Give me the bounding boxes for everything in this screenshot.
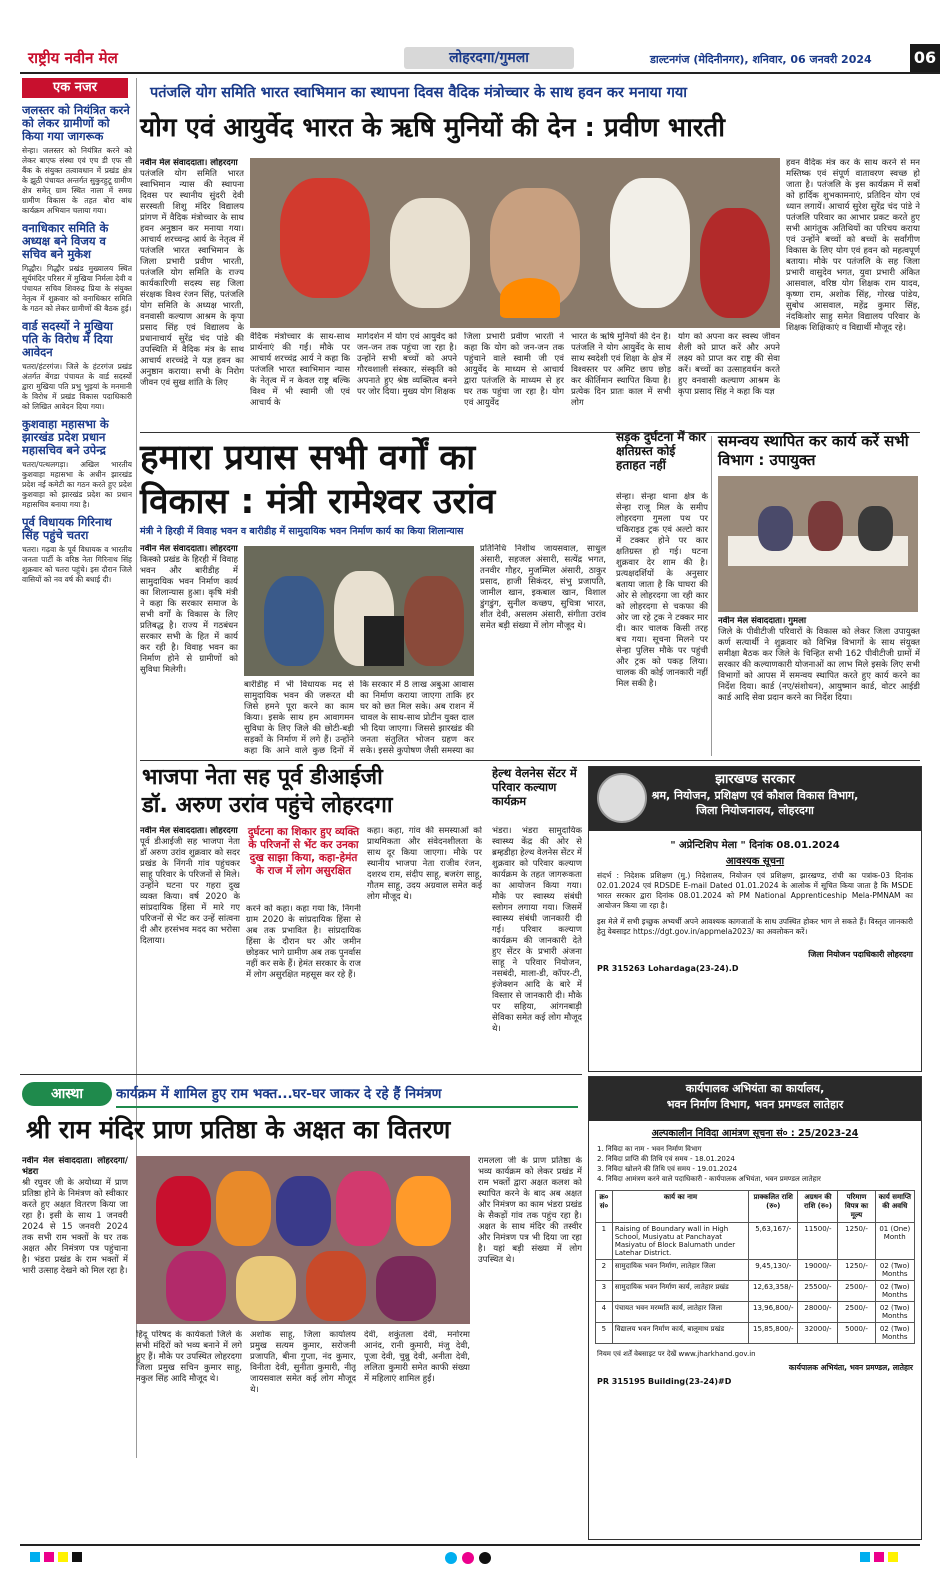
table-cell: 5,63,167/- — [749, 1223, 798, 1260]
ad-apprenticeship-mela — [588, 766, 922, 1072]
story4-col — [718, 616, 920, 756]
story7-headline: श्री राम मंदिर प्राण प्रतिष्ठा के अक्षत का वितरण — [26, 1115, 451, 1144]
story2-headline-line1: हमारा प्रयास सभी वर्गों का — [140, 438, 476, 478]
story2-photo-foundation-stone — [244, 546, 474, 676]
ad-body: इस मेले में सभी इच्छुक अभ्यर्थी अपने आवश्यक कागजातों के साथ उपस्थित होकर भाग ले सकते हैं। विस्तृत जानकारी हेतु वेबसाइट https://dgt.gov.in/appmela2023/ का अवलोकन करें। — [597, 917, 913, 936]
story2-col1 — [140, 544, 238, 754]
table-cell: 19000/- — [798, 1260, 838, 1281]
tender-title: अल्पकालीन निविदा आमंत्रण सूचना सं० : 25/2023-24 — [651, 1128, 859, 1139]
sidebar-item-body: चतरा/पत्थलगड़ा। अखिल भारतीय कुशवाहा महासभा के अधीन झारखंड प्रदेश नई कमेटी का गठन करते हुए प्रदेश कुशवाहा को झारखंड प्रदेश का प्रधान महासचिव बनाया गया है। — [22, 460, 132, 509]
table-cell: सामुदायिक भवन निर्माण, लातेहार जिला — [612, 1260, 748, 1281]
page-bottom-rule — [20, 1544, 920, 1546]
tender-point: 3. निविदा खोलने की तिथि एवं समय - 19.01.2024 — [597, 1165, 738, 1173]
ad-tender-notice — [588, 1076, 922, 1540]
ad-head2: भवन निर्माण विभाग, भवन प्रमण्डल लातेहार — [666, 1098, 844, 1111]
table-row — [596, 1302, 915, 1323]
byline: नवीन मेल संवाददाता। लोहरदगा — [140, 826, 238, 836]
story1-col-right: हवन वैदिक मंत्र कर के साथ करने से मन मस्तिष्क एवं संपूर्ण वातावरण स्वच्छ हो जाता है। पतंजलि के इस कार्यक्रम में सबों को हार्दिक शुभकामनाएं, प्रतिदिन योग एवं ध्यान लगायें। आचार्य सुरेश सुरेंद्र चंद पांडे ने पतंजलि परिवार का आभार प्रकट करते हुए सभी आगंतुक अतिथियों का परिचय कराया एवं उन्होंने बच्चों को बच्चों के सर्वांगीण विकास के लिए योग एवं हवन को महत्वपूर्ण बताया। मौके पर पतंजलि के सह जिला प्रभारी वासुदेव भगत, युवा प्रभारी अंकित आसवाल, वरिष्ठ योग शिक्षक राम यादव, कृष्णा राम, अशोक सिंह, गोरख पांडेय, सुबोध आसवाल, महेंद्र कुमार सिंह, नंदकिशोर साहु समेत विद्यालय परिवार के शिक्षक शिक्षिकाएं व विद्यार्थी मौजूद रहे। — [786, 158, 920, 333]
table-cell: 1250/- — [838, 1260, 875, 1281]
table-header-row — [596, 1191, 915, 1223]
jharkhand-emblem-icon — [597, 773, 647, 823]
story7-body-text: श्री रघुवर जी के अयोध्या में प्राण प्रतिष्ठा होने के निमंत्रण को स्वीकार करते हुए अक्षत वितरण किया जा रहा है। इसी के साथ 1 जनवरी 2024 से 15 जनवरी 2024 तक सभी राम भक्तों के घर तक अक्षत और निमंत्रण पत्र पहुंचाना है। भंडरा प्रखंड के राम भक्तों में भारी उत्साह देखने को मिल रहा है। — [22, 1178, 128, 1276]
story4-body-text: जिले के पीवीटीजी परिवारों के विकास को लेकर जिला उपायुक्त कर्ण सत्यार्थी ने शुक्रवार को विभिन्न विभागों के साथ संयुक्त समीक्षा बैठक कर जिले के चिन्हित सभी 162 पीवीटीजी ग्रामों में सरकार की कल्याणकारी योजनाओं का लाभ मिले इसके लिए सभी विभागों को आपस में समन्वय स्थापित करते हुए कार्य करने का निर्देश दिया। कार्ड (नए/संशोधन), आयुष्मान कार्ड, वोटर आईडी कार्ड आदि सेवा प्रदान करने का निर्देश दिया। — [718, 627, 920, 703]
ad-header — [589, 1077, 921, 1121]
registration-dot-black — [479, 1552, 491, 1564]
table-cell: विद्यालय भवन निर्माण कार्य, बालूमाथ प्रखंड — [612, 1323, 748, 1344]
table-row — [596, 1223, 915, 1260]
story7-tag: आस्था — [22, 1082, 112, 1106]
table-cell: 12,63,358/- — [749, 1281, 798, 1302]
ad-pr-number: PR 315195 Building(23-24)#D — [597, 1377, 732, 1386]
table-header-cell: प्राक्कलित राशि (रु०) — [749, 1191, 798, 1223]
story5-col1 — [140, 826, 240, 1066]
story2-headline-line2: विकास : मंत्री रामेश्वर उरांव — [140, 482, 496, 522]
registration-mark-magenta — [44, 1552, 54, 1562]
table-cell: 2500/- — [838, 1302, 875, 1323]
story1-under-photo-col: मार्गदर्शन में योग एवं आयुर्वेद को जन-जन तक पहुंचा जा रहा है। उन्होंने सभी बच्चों को अपने गौरवशाली संस्कार, संस्कृति को अपनाते हुए श्रेष्ठ व्यक्तित्व बनने पर जोर दिया। मुख्य योग शिक्षक — [357, 332, 457, 397]
table-cell: 4 — [596, 1302, 613, 1323]
story5-body-text: पूर्व डीआईजी सह भाजपा नेता डॉ अरुण उरांव शुक्रवार को सदर प्रखंड के निंगनी गांव पहुंचकर साहू परिवार के परिजनों से मिले। उन्होंने घटना पर गहरा दुख व्यक्त किया। वर्ष 2020 के सांप्रदायिक हिंसा में मारे गए परिजनों से भेंट कर उन्हें सांत्वना दी और हरसंभव मदद का भरोसा दिलाया। — [140, 837, 240, 946]
table-header-cell: अग्रधन की राशि (रु०) — [798, 1191, 838, 1223]
story7-under-photo-col: देवी, शकुंतला देवी, मनोरमा आनंद, रानी कुमारी, मंजु देवी, पूजा देवी, चुन्नु देवी, अनीता देवी, ललिता कुमारी समेत काफी संख्या में महिलाएं शामिल हुईं। — [364, 1330, 470, 1384]
story2-body-text: किस्को प्रखंड के हिरही में विवाह भवन और बारीडीह में सामुदायिक भवन निर्माण कार्य का शिलान्यास हुआ। कृषि मंत्री ने कहा कि सरकार समाज के सभी वर्गों के विकास के लिए प्रतिबद्ध है। राज्य में गठबंधन सरकार सभी के हित में कार्य कर रही है। विवाह भवन का निर्माण होने से ग्रामीणों को सुविधा मिलेगी। — [140, 555, 238, 675]
ad-signatory: जिला नियोजन पदाधिकारी लोहरदगा — [808, 950, 913, 959]
story2-col4: प्रतिनिधि निशीथ जायसवाल, साधुल अंसारी, सहजल अंसारी, सत्येंद्र भगत, तनवीर गौहर, मुजम्मिल अंसारी, ठाकुर प्रसाद, हाजी सिकंदर, संभु प्रजापति, जामील खान, इकबाल खान, विशाल डुंगडुंग, सुनील कच्छप, सुचित्रा भारत, शीत देवी, असलम अंसारी, संगीता उरांव समेत बड़ी संख्या में लोग मौजूद थे। — [480, 544, 606, 631]
byline: नवीन मेल संवाददाता। गुमला — [718, 616, 807, 626]
sidebar-item-headline: जलस्तर को नियंत्रित करने को लेकर ग्रामीणों को किया गया जागरूक — [22, 103, 130, 143]
table-cell: 28000/- — [798, 1302, 838, 1323]
tender-footer: नियम एवं शर्तें वेबसाइट पर देखें www.jharkhand.gov.in — [597, 1350, 756, 1358]
story1-col-left — [140, 158, 244, 428]
story1-under-photo-col: भारत के ऋषि मुनियों की देन है। पतंजलि ने योग आयुर्वेद के साथ साथ स्वदेशी एवं शिक्षा के क्षेत्र में विश्वस्तर पर अमिट छाप छोड़ कर कीर्तिमान स्थापित किया है। प्रत्येक दिन प्रातः काल में सभी लोग — [571, 332, 671, 408]
table-cell: 32000/- — [798, 1323, 838, 1344]
tender-points — [589, 1144, 921, 1184]
table-cell: 01 (One) Month — [875, 1223, 914, 1260]
table-cell: 02 (Two) Months — [875, 1281, 914, 1302]
sidebar-item-headline: वार्ड सदस्यों ने मुखिया पति के विरोध में दिया आवेदन — [22, 319, 113, 359]
section-divider — [20, 1074, 582, 1075]
sidebar-item-body: सेन्हा। जलस्तर को नियंत्रित करने को लेकर बाएफ संस्था एवं एच डी एफ सी बैंक के संयुक्त तत्वावधान में प्रखंड क्षेत्र के झूठी पंचायत अन्तर्गत सुकुरहुटू ग्रामीण क्षेत्र समेत् ग्राम स्थित नाला में समग्र ग्रामीण विकास के तहत बोरा बांध कार्यक्रम अभियान चलाया गया। — [22, 146, 132, 215]
story4-meeting-photo — [718, 476, 918, 612]
tender-signatory: कार्यपालक अभियंता, भवन प्रमण्डल, लातेहार — [788, 1363, 913, 1372]
table-cell: 5000/- — [838, 1323, 875, 1344]
story6-headline: हेल्थ वेलनेस सेंटर में परिवार कल्याण कार्यक्रम — [492, 766, 577, 808]
table-row — [596, 1323, 915, 1344]
registration-mark-magenta-right — [874, 1552, 884, 1562]
registration-dot-cyan — [445, 1552, 457, 1564]
table-cell: 25500/- — [798, 1281, 838, 1302]
table-cell: 02 (Two) Months — [875, 1260, 914, 1281]
table-cell: 02 (Two) Months — [875, 1302, 914, 1323]
story1-body-text: पतंजलि योग समिति भारत स्वाभिमान न्यास की स्थापना दिवस पर स्थानीय सुंदरी देवी सरस्वती शिशु मंदिर विद्यालय प्रांगण में वैदिक मंत्रोच्चार के साथ हवन अनुष्ठान कर मनाया गया। आचार्य शरच्चन्द्र आर्य के नेतृत्व में पतंजलि भारत स्वाभिमान के जिला प्रभारी प्रवीण भारती, पतंजलि योग समिति के राज्य कार्यकारिणी सदस्य सह जिला संरक्षक विश्व रंजन सिंह, पतंजलि योग समिति के अध्यक्ष भारती, वनवासी कल्याण आश्रम के कृपा प्रसाद सिंह एवं विद्यालय के प्रधानाचार्य सुरेंद्र चंद पांडे की उपस्थिति में वैदिक मंत्र के साथ आचार्य शरच्चंद्रे ने यज्ञ हवन का अनुष्ठान कराया। सभी के निरोग जीवन एवं सुख शांति के लिए — [140, 169, 244, 388]
story7-col-right: रामलला जी के प्राण प्रतिष्ठा के भव्य कार्यक्रम को लेकर प्रखंड में राम भक्तों द्वारा अक्षत कलश को स्थापित करने के बाद अब अक्षत और निमंत्रण का काम भंडरा प्रखंड के सैकड़ों गांव तक पहुंच रहा है। अक्षत के साथ मंदिर की तस्वीर और निमंत्रण पत्र भी दिया जा रहा है। यहां बड़ी संख्या में लोग उपस्थित थे। — [478, 1156, 582, 1265]
table-header-cell: परिमाण विपत्र का मूल्य — [838, 1191, 875, 1223]
ad-event: " अप्रेन्टिशिप मेला " दिनांक 08.01.2024 — [670, 840, 840, 851]
dateline: डाल्टनगंज (मेदिनीनगर), शनिवार, 06 जनवरी 2024 — [650, 53, 872, 66]
table-cell: 2 — [596, 1260, 613, 1281]
story5-headline-line1: भाजपा नेता सह पूर्व डीआईजी — [142, 765, 383, 790]
sidebar-item-headline: कुशवाहा महासभा के झारखंड प्रदेश प्रधान महासचिव बने उपेन्द्र — [22, 417, 109, 457]
ad-header — [589, 767, 921, 831]
table-cell: 2500/- — [838, 1281, 875, 1302]
story7-col1 — [22, 1156, 128, 1536]
ad-notice: आवश्यक सूचना — [725, 856, 785, 867]
registration-dot-magenta — [462, 1552, 474, 1564]
ad-line2: श्रम, नियोजन, प्रशिक्षण एवं कौशल विकास विभाग, — [651, 789, 859, 802]
story2-col3: कि सरकार में 8 लाख अबुआ आवास का निर्माण कराया जाएगा ताकि हर घर को छत मिल सके। अब राशन में चावल के साथ-साथ प्रोटीन युक्त दाल भी दिया जाएगा। जिससे झारखंड की जनता संतुलित भोजन ग्रहण कर सके। इससे कुपोषण जैसी समस्या का — [360, 680, 474, 756]
page-number: 06 — [910, 44, 940, 72]
sidebar-item-body: चतरा/हंटरगंज। जिले के हंटरगंज प्रखंड अंतर्गत बेंगडा पंचायत के वार्ड सदस्यों द्वारा मुखिया पति प्रभु भुइयां के मनमानी के विरोध में प्रखंड विकास पदाधिकारी को लिखित आवेदन दिया गया। — [22, 362, 132, 411]
story2-col2: बारीडीह में भी विधायक मद से सामुदायिक भवन की जरूरत थी जिसे हमने पूरा करने का काम किया। इसके साथ हम आवागमन सुविधा के लिए जिले की छोटी-बड़ी सड़कों के निर्माण में लगे हैं। उन्होंने कहा कि आने वाले कुछ दिनों में — [244, 680, 354, 756]
byline: नवीन मेल संवाददाता। लोहरदगा/भंडरा — [22, 1156, 128, 1177]
sidebar-item-body: चतरा। गढ़वा के पूर्व विधायक व भारतीय जनता पार्टी के वरिष्ठ नेता गिरिनाथ सिंह शुक्रवार को चतरा पहुंचे। इस दौरान जिले वासियों को नव वर्ष की बधाई दी। — [22, 545, 132, 584]
story1-kicker: पतंजलि योग समिति भारत स्वाभिमान का स्थापना दिवस वैदिक मंत्रोच्चार के साथ हवन कर मनाया गया — [150, 85, 688, 101]
table-header-cell: क्र० सं० — [596, 1191, 613, 1223]
table-cell: 15,85,800/- — [749, 1323, 798, 1344]
table-row — [596, 1281, 915, 1302]
section-label: लोहरदगा/गुमला — [404, 47, 574, 69]
ad-body: संदर्भ : निदेशक प्रशिक्षण (मु.) निदेशालय, नियोजन एवं प्रशिक्षण, झारखण्ड, रांची का पत्रांक-03 दिनांक 02.01.2024 एवं RDSDE E-mail Dated 01.01.2024 के आलोक में सूचित किया जाता है कि MSDE भारत सरकार द्वारा दिनांक 08.01.2024 को PM National Apprenticeship Mela-PMNAM का आयोजन किया जा रहा है। — [597, 871, 913, 910]
story7-kicker: कार्यक्रम में शामिल हुए राम भक्त...घर-घर जाकर दे रहे हैं निमंत्रण — [116, 1082, 578, 1108]
sidebar-item-body: गिद्धौर। गिद्धौर प्रखंड मुख्यालय स्थित सूर्यमंदिर परिसर में मुखिया निर्मला देवी व पंचायत सचिव शिवरुद्र प्रिया के संयुक्त नेतृत्व में शुक्रवार को वनाधिकार समिति के गठन को लेकर ग्रामीणों की बैठक हुई। — [22, 264, 132, 313]
sidebar-tag: एक नजर — [22, 78, 128, 98]
table-cell: 1250/- — [838, 1223, 875, 1260]
tender-point: 1. निविदा का नाम - भवन निर्माण विभाग — [597, 1145, 702, 1153]
story1-under-photo-col: जिला प्रभारी प्रवीण भारती ने कहा कि योग को जन-जन तक पहुंचाने वाले स्वामी जी एवं आयुर्वेद के माध्यम से आचार्य द्वारा पतंजलि के माध्यम से हर घर तक पहुंचा जा रहा है। योग एवं आयुर्वेद — [464, 332, 564, 408]
table-cell: 02 (Two) Months — [875, 1323, 914, 1344]
sidebar-item-headline: वनाधिकार समिति के अध्यक्ष बने विजय व सचिव बने मुकेश — [22, 221, 109, 261]
story6-body: भंडरा। भंडरा सामुदायिक स्वास्थ्य केंद्र की ओर से ब्रम्हडीहा हेल्थ वेलनेस सेंटर में शुक्रवार को परिवार कल्याण कार्यक्रम के तहत जागरूकता का आयोजन किया गया। मौके पर स्वास्थ्य संबंधी स्लोगन लगाया गया। जिसमें स्वास्थ्य संबंधी जानकारी दी गई। परिवार कल्याण कार्यक्रम की जानकारी देते हुए सेंटर के प्रभारी अंजना साहू ने परिवार नियोजन, नसबंदी, माला-डी, कॉपर-टी, इंजेक्शन आदि के बारे में विस्तार से जानकारी दी। मौके पर सहिया, आंगनबाड़ी सेविका समेत कई लोग मौजूद थे। — [492, 826, 582, 1034]
column-divider — [711, 436, 712, 756]
story7-under-photo-col: अशोक साहू, जिला कार्यालय प्रमुख सत्यम कुमार, सरोजनी प्रजापति, बीना गुप्ता, नंद कुमार, विनीता देवी, सुनीता कुमारी, नीतू जायसवाल समेत कई लोग मौजूद थे। — [250, 1330, 356, 1395]
table-cell: सामुदायिक भवन निर्माण कार्य, लातेहार प्रखंड — [612, 1281, 748, 1302]
story5-col2: करने को कहा। कहा गया कि, निंगनी ग्राम 2020 के सांप्रदायिक हिंसा से अब तक प्रभावित है। सांप्रदायिक हिंसा के दौरान घर और जमीन छोड़कर भागे ग्रामीण अब तक पुनर्वास नहीं कर सके हैं। हेमंत सरकार के राज में लोग असुरक्षित महसूस कर रहे हैं। — [246, 904, 361, 980]
story1-under-photo-col: योग को अपना कर स्वस्थ जीवन शैली को प्राप्त करें और अपने लक्ष्य को प्राप्त कर राष्ट्र की सेवा करें। बच्चों का उत्साहवर्धन करते हुए वनवासी कल्याण आश्रम के कृपा प्रसाद सिंह ने कहा कि यज्ञ — [678, 332, 780, 397]
table-header-cell: कार्य का नाम — [612, 1191, 748, 1223]
story3-headline: सड़क दुर्घटना में कार क्षतिग्रस्त कोई हताहत नहीं — [616, 430, 706, 472]
table-header-cell: कार्य समाप्ति की अवधि — [875, 1191, 914, 1223]
registration-mark-yellow-right — [888, 1552, 898, 1562]
tender-table — [595, 1190, 915, 1344]
tender-table-wrap — [589, 1184, 921, 1344]
section-divider — [140, 760, 920, 761]
story7-photo-group — [136, 1156, 470, 1324]
story5-headline-line2: डॉ. अरुण उरांव पहुंचे लोहरदगा — [142, 793, 393, 818]
table-cell: 3 — [596, 1281, 613, 1302]
ad-head1: कार्यपालक अभियंता का कार्यालय, — [685, 1082, 825, 1095]
ad-pr-number: PR 315263 Lohardaga(23-24).D — [597, 964, 739, 973]
table-cell: Raising of Boundary wall in High School, Musiyatu at Panchayat Masiyatu of Block Balumath under Latehar District. — [612, 1223, 748, 1260]
byline: नवीन मेल संवाददाता। लोहरदगा — [140, 158, 238, 168]
registration-mark-cyan-right — [860, 1552, 870, 1562]
ad-line3: जिला नियोजनालय, लोहरदगा — [696, 804, 814, 817]
story5-col3: कहा। कहा, गांव की समस्याओं को प्राथमिकता और संवेदनशीलता के साथ दूर किया जाएगा। मौके पर स्थानीय भाजपा नेता राजीव रंजन, दशरथ राम, संदीप साहू, बजरंग साहू, गौतम साहू, उदय अग्रवाल समेत कई लोग मौजूद थे। — [367, 826, 482, 902]
table-row — [596, 1260, 915, 1281]
table-cell: 11500/- — [798, 1223, 838, 1260]
table-cell: 1 — [596, 1223, 613, 1260]
story5-headline — [142, 764, 487, 820]
table-cell: 13,96,800/- — [749, 1302, 798, 1323]
registration-mark-yellow — [58, 1552, 68, 1562]
masthead — [20, 44, 940, 74]
byline: नवीन मेल संवाददाता। लोहरदगा — [140, 544, 238, 554]
story2-headline — [140, 436, 610, 524]
story3-body: सेन्हा। सेन्हा थाना क्षेत्र के सेन्हा राजू मिल के समीप लोहरदगा गुमला पथ पर चकिराइड ट्रक एवं अल्टो कार में टक्कर होने पर कार क्षतिग्रस्त हो गई। घटना शुक्रवार देर शाम की है। प्रत्यक्षदर्शियों के अनुसार बताया जाता है कि घाघरा की ओर से लोहरदगा जा रही कार को लोहरदगा से चकफा की ओर जा रहे ट्रक ने टक्कर मार दी। कार चालक किसी तरह बच गया। सूचना मिलने पर सेन्हा पुलिस मौके पर पहुंची और ट्रक को पकड़ लिया। चालक की कोई जानकारी नहीं मिल सकी है। — [616, 492, 708, 689]
story1-havan-photo — [250, 158, 780, 328]
registration-mark-cyan — [30, 1552, 40, 1562]
sidebar-item-headline: पूर्व विधायक गिरिनाथ सिंह पहुंचे चतरा — [22, 515, 112, 542]
story4-headline: समन्वय स्थापित कर कार्य करें सभी विभाग : उपायुक्त — [718, 432, 909, 469]
story5-subhead: दुर्घटना का शिकार हुए व्यक्ति के परिजनों से भेंट कर उनका दुख साझा किया, कहा-हेमंत के राज में लोग असुरक्षित — [247, 826, 360, 877]
table-cell: 9,45,130/- — [749, 1260, 798, 1281]
tender-point: 4. निविदा आमंत्रण करने वाले पदाधिकारी - कार्यपालक अभियंता, भवन प्रमण्डल लातेहार — [597, 1175, 821, 1183]
registration-mark-black — [72, 1552, 82, 1562]
ad-line1: झारखण्ड सरकार — [715, 772, 795, 787]
story1-under-photo-col: वैदिक मंत्रोच्चार के साथ-साथ प्रार्थनाएं की गईं। मौके पर आचार्य शरच्चंद्र आर्य ने कहा कि पतंजलि भारत स्वाभिमान न्यास के नेतृत्व में न केवल राष्ट्र बल्कि विश्व में भी स्वामी जी एवं आचार्य के — [250, 332, 350, 408]
newspaper-logo: राष्ट्रीय नवीन मेल — [28, 49, 118, 67]
story1-headline: योग एवं आयुर्वेद भारत के ऋषि मुनियों की देन : प्रवीण भारती — [140, 113, 725, 143]
tender-point: 2. निविदा प्राप्ति की तिथि एवं समय - 18.01.2024 — [597, 1155, 735, 1163]
story2-kicker: मंत्री ने हिरही में विवाह भवन व बारीडीह में सामुदायिक भवन निर्माण कार्य का किया शिलान्यास — [140, 526, 464, 537]
table-cell: पंचायत भवन मरम्मति कार्य, लातेहार जिला — [612, 1302, 748, 1323]
table-cell: 5 — [596, 1323, 613, 1344]
story7-under-photo-col: हिंदू परिषद के कार्यकर्ता जिले के सभी मंदिरों को भव्य बनाने में लगे हुए हैं। मौके पर उपस्थित लोहरदगा जिला प्रमुख सचिन कुमार साहू, नकुल सिंह आदि मौजूद थे। — [136, 1330, 242, 1384]
